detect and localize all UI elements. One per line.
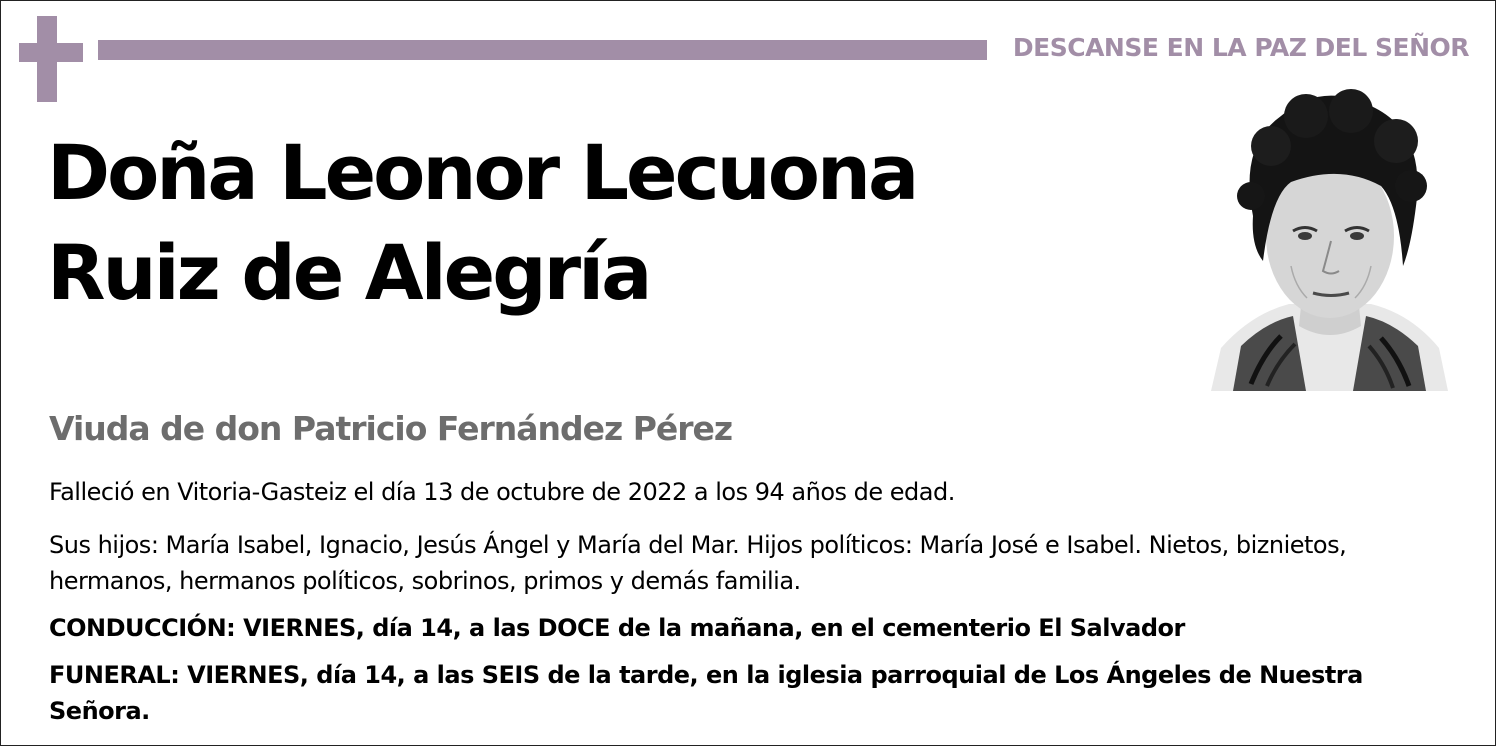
portrait-photo <box>1211 86 1448 391</box>
cross-icon <box>19 16 83 102</box>
name-line-1: Doña Leonor Lecuona <box>47 128 917 217</box>
header-motto: DESCANSE EN LA PAZ DEL SEÑOR <box>1012 33 1469 62</box>
death-notice: Falleció en Vitoria-Gasteiz el día 13 de octubre de 2022 a los 94 años de edad. <box>49 478 955 506</box>
header-divider-bar <box>98 40 987 60</box>
family-list: Sus hijos: María Isabel, Ignacio, Jesús Ángel y María del Mar. Hijos políticos: María José e Isabel. Nietos, biznietos, hermanos, hermanos políticos, sobrinos, primos y demás familia. <box>49 531 1347 595</box>
deceased-name <box>47 123 916 323</box>
funeral-info: FUNERAL: VIERNES, día 14, a las SEIS de la tarde, en la iglesia parroquial de Los Ángeles de Nuestra Señora. <box>49 661 1363 725</box>
conduction-info: CONDUCCIÓN: VIERNES, día 14, a las DOCE de la mañana, en el cementerio El Salvador <box>49 614 1185 642</box>
name-line-2: Ruiz de Alegría <box>47 228 650 317</box>
widow-of-line: Viuda de don Patricio Fernández Pérez <box>49 409 733 448</box>
